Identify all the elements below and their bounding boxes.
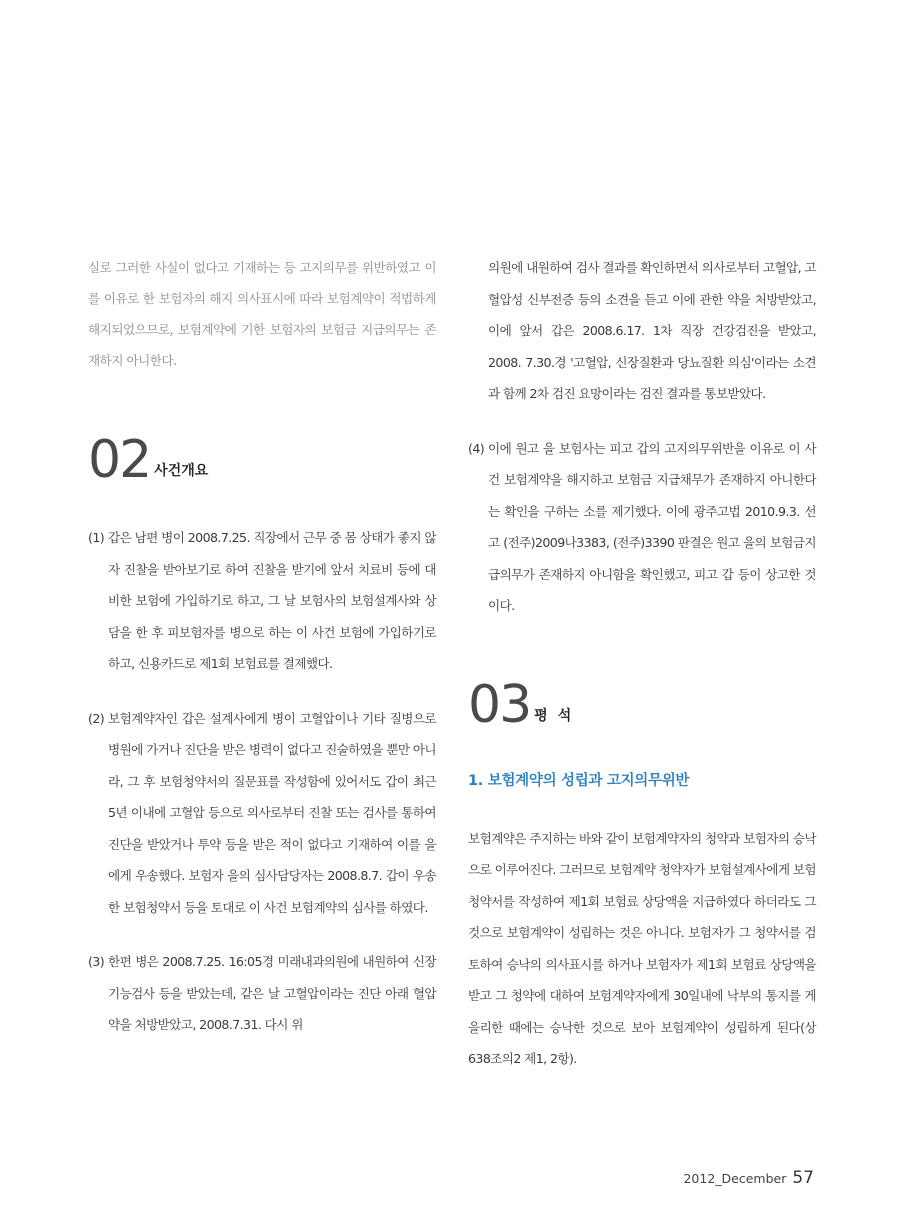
item-number: (1) [88,530,105,545]
item-number: (4) [468,440,485,456]
section-heading-03 [468,674,816,735]
section-number: 02 [88,430,151,490]
item-text: 갑은 남편 병이 2008.7.25. 직장에서 근무 중 몸 상태가 좋지 않자 진찰을 받아보기로 하여 진찰을 받기에 앞서 치료비 등에 대비한 보험에 가입하기로 하고, 그 날 보험사의 보험설계사와 상담을 한 후 피보험자를 병으로 하는 이 사건 보험에 가입하기로 하고, 신용카드로 제1회 보험료를 결제했다. [108,530,436,671]
section-title: 평석 [534,707,582,724]
left-column [88,252,436,1041]
right-column [468,252,816,1075]
item-text: 한편 병은 2008.7.25. 16:05경 미래내과의원에 내원하여 신장기능검사 등을 받았는데, 같은 날 고혈압이라는 진단 아래 혈압약을 처방받았고, 2008.7.31. 다시 위 [108,954,436,1032]
intro-paragraph: 실로 그러한 사실이 없다고 기재하는 등 고지의무를 위반하였고 이를 이유로 한 보험자의 해지 의사표시에 따라 보험계약이 적법하게 해지되었으므로, 보험계약에 기한 보험자의 보험금 지급의무는 존재하지 아니한다. [88,260,436,368]
issue-label: 2012_December [683,1171,787,1186]
item-number: (3) [88,954,105,969]
list-item [88,522,436,680]
list-item [88,703,436,924]
item-text: 보험계약자인 갑은 설계사에게 병이 고혈압이나 기타 질병으로 병원에 가거나 진단을 받은 병력이 없다고 진술하였을 뿐만 아니라, 그 후 보험청약서의 질문표를 작성함에 있어서도 갑이 최근 5년 이내에 고혈압 등으로 의사로부터 진찰 또는 검사를 통하여 진단을 받았거나 투약 등을 받은 적이 없다고 기재하여 이를 을에게 우송했다. 보험자 을의 심사담당자는 2008.8.7. 갑이 우송한 보험청약서 등을 토대로 이 사건 보험계약의 심사를 하였다. [108,710,436,915]
section-title: 사건개요 [154,463,209,479]
subheading: 1. 보험계약의 성립과 고지의무위반 [468,772,690,789]
list-item [88,946,436,1041]
section-heading-02 [88,430,436,490]
page-number: 57 [792,1168,814,1188]
body-paragraph: 보험계약은 주지하는 바와 같이 보험계약자의 청약과 보험자의 승낙으로 이루어진다. 그러므로 보험계약 청약자가 보험설계사에게 보험청약서를 작성하여 제1회 보험료 상당액을 지급하였다 하더라도 그것으로 보험계약이 성립하는 것은 아니다. 보험자가 그 청약서를 검토하여 승낙의 의사표시를 하거나 보험자가 제1회 보험료 상당액을 받고 그 청약에 대하여 보험계약자에게 30일내에 낙부의 통지를 게을리한 때에는 승낙한 것으로 보아 보험계약이 성립하게 된다(상 638조의2 제1, 2항). [468,830,816,1066]
continued-paragraph: 의원에 내원하여 검사 결과를 확인하면서 의사로부터 고혈압, 고혈압성 신부전증 등의 소견을 듣고 이에 관한 약을 처방받았고, 이에 앞서 갑은 2008.6.17. 1차 직장 건강검진을 받았고, 2008. 7.30.경 '고혈압, 신장질환과 당뇨질환 의심'이라는 소견과 함께 2차 검진 요망이라는 검진 결과를 통보받았다. [488,260,816,401]
list-item [468,433,816,622]
page-footer [683,1168,814,1188]
item-text: 이에 원고 을 보험사는 피고 갑의 고지의무위반을 이유로 이 사건 보험계약을 해지하고 보험금 지급채무가 존재하지 아니한다는 확인을 구하는 소를 제기했다. 이에 광주고법 2010.9.3. 선고 (전주)2009나3383, (전주)3390 판결은 원고 을의 보험금지급의무가 존재하지 아니함을 확인했고, 피고 갑 등이 상고한 것이다. [488,440,816,613]
item-number: (2) [88,710,105,726]
section-number: 03 [468,674,531,735]
